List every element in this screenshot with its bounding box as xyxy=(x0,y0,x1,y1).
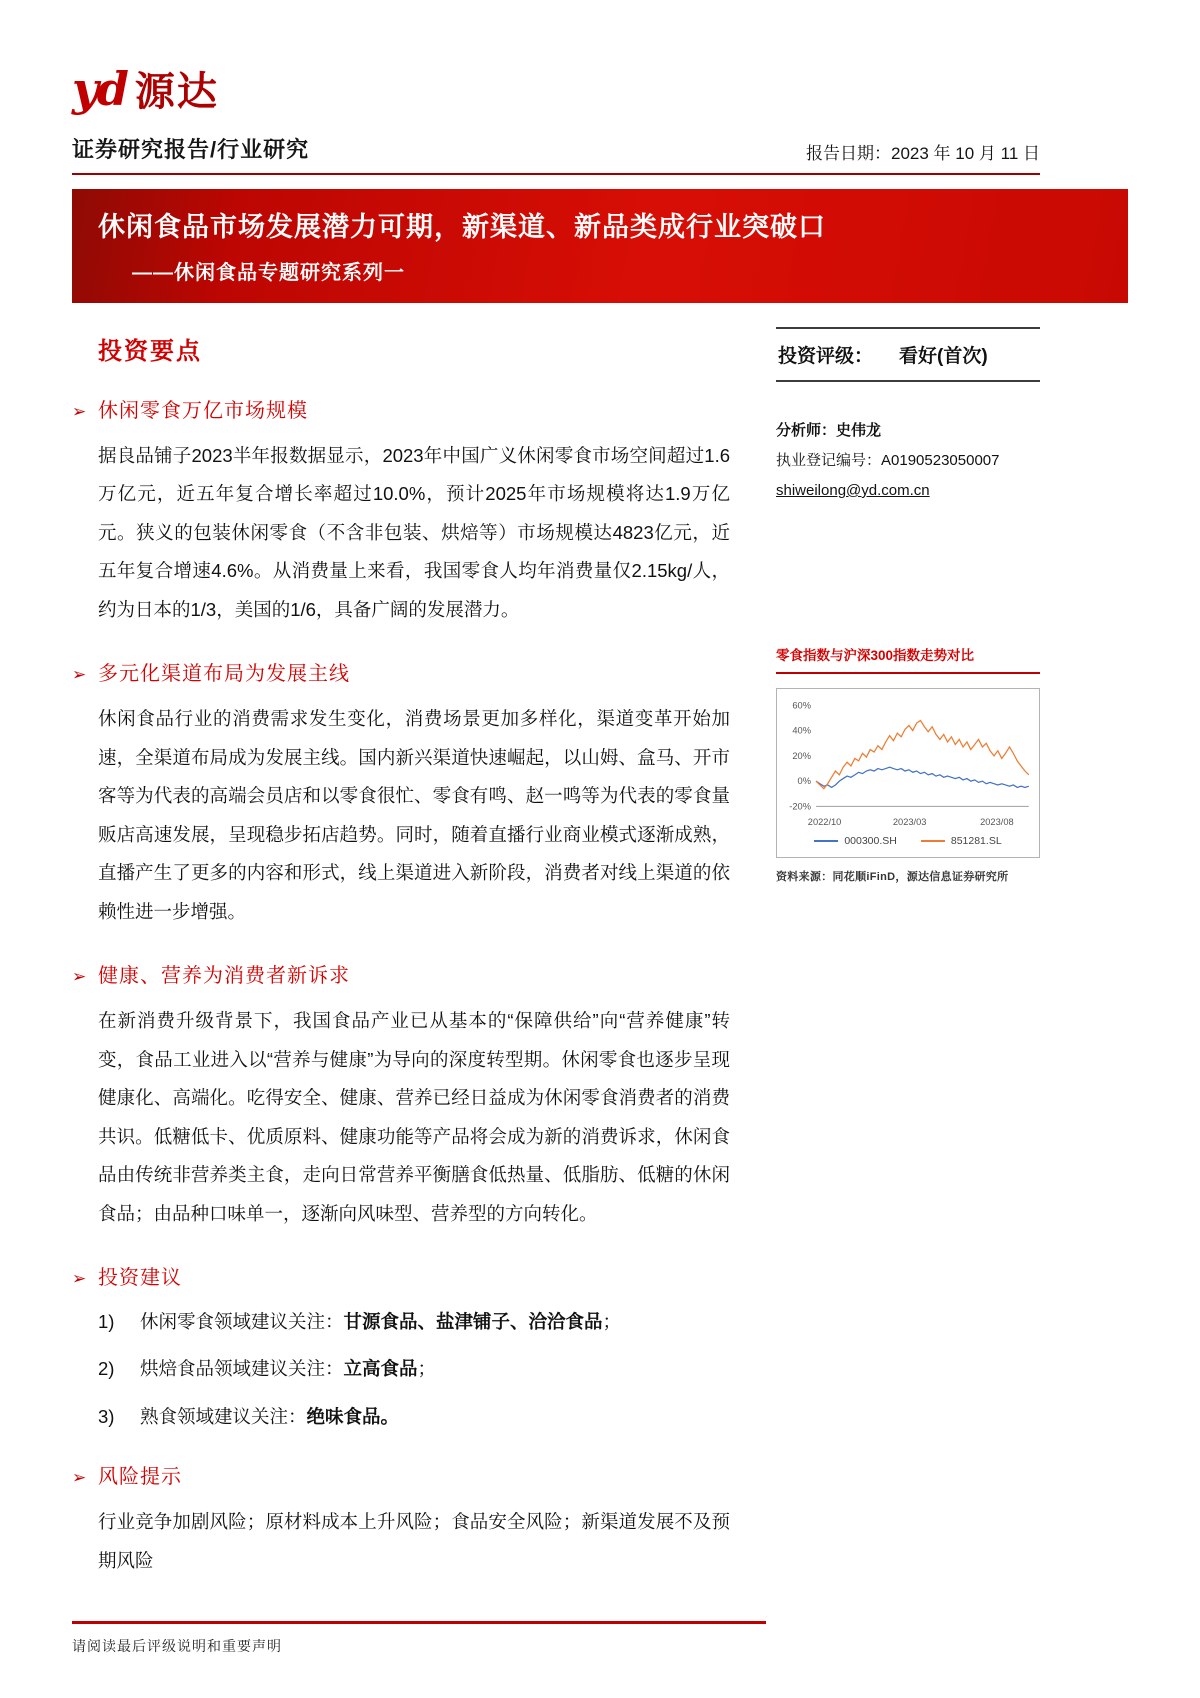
rating-value: 看好(首次) xyxy=(899,346,988,367)
content-columns xyxy=(72,327,1040,1580)
analyst-registration: 执业登记编号：A0190523050007 xyxy=(776,452,1000,469)
svg-text:60%: 60% xyxy=(792,700,811,711)
section-title-text: 风险提示 xyxy=(98,1466,182,1489)
investment-rating xyxy=(776,327,1040,382)
report-date xyxy=(806,139,1040,164)
section-paragraph: 行业竞争加剧风险；原材料成本上升风险；食品安全风险；新渠道发展不及预期风险 xyxy=(98,1511,730,1571)
section-risk xyxy=(72,1460,730,1580)
report-body xyxy=(72,327,730,1580)
advice-item xyxy=(98,1353,730,1384)
report-date-value: 2023 年 10 月 11 日 xyxy=(891,144,1040,163)
report-sidebar xyxy=(776,327,1040,1580)
report-date-label: 报告日期： xyxy=(806,144,891,163)
svg-text:20%: 20% xyxy=(792,750,811,761)
page-title: 投资要点 xyxy=(98,338,202,365)
advice-text: 休闲零食领域建议关注：甘源食品、盐津铺子、洽洽食品； xyxy=(140,1310,622,1332)
chart-source-note: 资料来源：同花顺iFinD，源达信息证券研究所 xyxy=(776,871,1009,884)
title-banner xyxy=(72,189,1128,303)
section-heading xyxy=(72,1261,730,1290)
arrow-bullet-icon: ➢ xyxy=(72,967,88,987)
section-paragraph: 据良品铺子2023半年报数据显示，2023年中国广义休闲零食市场空间超过1.6万亿元，近五年复合增长率超过10.0%，预计2025年市场规模将达1.9万亿元。狭义的包装休闲零食（不含非包装、烘焙等）市场规模达4823亿元，近五年复合增速4.6%。从消费量上来看，我国零食人均年消费量仅2.15kg/人，约为日本的1/3，美国的1/6，具备广阔的发展潜力。 xyxy=(98,445,730,620)
svg-text:2022/10: 2022/10 xyxy=(807,817,842,828)
registration-number: A0190523050007 xyxy=(881,452,1000,469)
arrow-bullet-icon: ➢ xyxy=(72,1268,88,1288)
report-header xyxy=(72,133,1040,175)
analyst-name-line: 分析师：史伟龙 xyxy=(776,422,882,439)
section-advice xyxy=(72,1261,730,1432)
svg-text:2023/08: 2023/08 xyxy=(980,817,1014,828)
rating-label: 投资评级： xyxy=(778,346,874,367)
page-footer xyxy=(72,1621,766,1656)
analyst-info xyxy=(776,416,1040,506)
chart-legend xyxy=(781,835,1035,847)
logo-yd-mark: yd xyxy=(72,62,127,116)
index-chart xyxy=(776,688,1040,858)
section-heading xyxy=(72,959,730,988)
section-channels xyxy=(72,657,730,931)
section-heading xyxy=(72,657,730,686)
company-logo xyxy=(72,60,1128,117)
section-title-text: 休闲零食万亿市场规模 xyxy=(98,400,308,422)
svg-text:-20%: -20% xyxy=(789,801,811,812)
section-title-text: 投资建议 xyxy=(98,1266,182,1289)
legend-line-blue-icon xyxy=(814,840,838,842)
advice-stock-names: 立高食品 xyxy=(343,1358,418,1380)
arrow-bullet-icon: ➢ xyxy=(72,402,88,421)
advice-number: 1) xyxy=(98,1310,115,1332)
advice-number: 2) xyxy=(98,1358,115,1380)
svg-text:0%: 0% xyxy=(797,776,811,787)
advice-item xyxy=(98,1401,730,1432)
line-chart-canvas xyxy=(781,697,1035,833)
svg-text:2023/03: 2023/03 xyxy=(892,817,927,828)
advice-stock-names: 甘源食品、盐津铺子、洽洽食品 xyxy=(343,1310,603,1332)
footer-divider xyxy=(72,1621,766,1624)
legend-item-000300: 000300.SH xyxy=(814,835,897,847)
analyst-email xyxy=(776,476,1040,506)
section-title-text: 多元化渠道布局为发展主线 xyxy=(98,663,350,686)
advice-item xyxy=(98,1306,730,1337)
chart-title: 零食指数与沪深300指数走势对比 xyxy=(776,644,1040,674)
report-title: 休闲食品市场发展潜力可期，新渠道、新品类成行业突破口 xyxy=(98,212,826,242)
section-market-size xyxy=(72,394,730,629)
legend-item-851281: 851281.SL xyxy=(921,835,1002,847)
email-link[interactable]: shiweilong@yd.com.cn xyxy=(776,482,930,499)
section-paragraph: 在新消费升级背景下，我国食品产业已从基本的“保障供给”向“营养健康”转变，食品工业进入以“营养与健康”为导向的深度转型期。休闲零食也逐步呈现健康化、高端化。吃得安全、健康、营养已经日益成为休闲零食消费者的消费共识。低糖低卡、优质原料、健康功能等产品将会成为新的消费诉求，休闲食品由传统非营养类主食，走向日常营养平衡膳食低热量、低脂肪、低糖的休闲食品；由品种口味单一，逐渐向风味型、营养型的方向转化。 xyxy=(98,1010,730,1224)
advice-stock-names: 绝味食品。 xyxy=(306,1405,400,1427)
section-heading xyxy=(72,1460,730,1489)
analyst-name: 史伟龙 xyxy=(836,422,882,439)
section-title-text: 健康、营养为消费者新诉求 xyxy=(98,965,350,988)
footer-disclaimer: 请阅读最后评级说明和重要声明 xyxy=(72,1638,282,1654)
legend-line-orange-icon xyxy=(921,840,945,842)
section-paragraph: 休闲食品行业的消费需求发生变化，消费场景更加多样化，渠道变革开始加速，全渠道布局成为发展主线。国内新兴渠道快速崛起，以山姆、盒马、开市客等为代表的高端会员店和以零食很忙、零食有鸣、赵一鸣等为代表的零食量贩店高速发展，呈现稳步拓店趋势。同时，随着直播行业商业模式逐渐成熟，直播产生了更多的内容和形式，线上渠道进入新阶段，消费者对线上渠道的依赖性进一步增强。 xyxy=(98,708,730,922)
section-health xyxy=(72,959,730,1233)
report-subtitle: ——休闲食品专题研究系列一 xyxy=(132,262,405,284)
section-heading xyxy=(72,394,730,423)
advice-text: 烘焙食品领域建议关注：立高食品； xyxy=(140,1358,437,1380)
advice-number: 3) xyxy=(98,1405,115,1427)
arrow-bullet-icon: ➢ xyxy=(72,665,88,685)
report-type-label: 证券研究报告/行业研究 xyxy=(72,137,310,162)
svg-text:40%: 40% xyxy=(792,725,811,736)
advice-text: 熟食领域建议关注：绝味食品。 xyxy=(140,1405,400,1427)
logo-company-name: 源达 xyxy=(134,70,219,114)
arrow-bullet-icon: ➢ xyxy=(72,1468,88,1488)
